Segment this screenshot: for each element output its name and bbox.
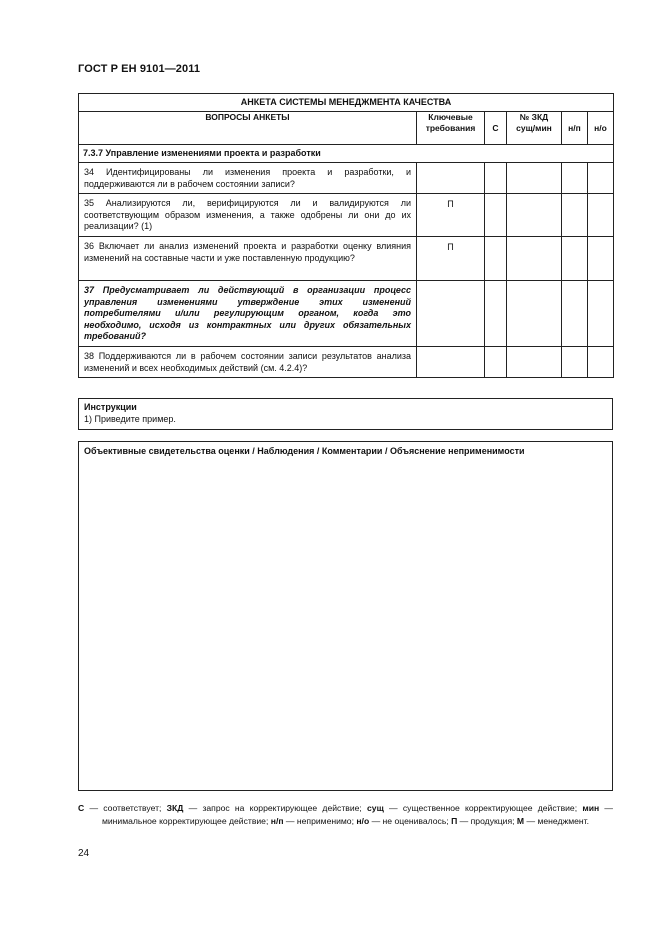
- no-cell[interactable]: [588, 281, 614, 347]
- legend-definition: — минимальное корректирующее действие;: [101, 803, 614, 826]
- key-requirement: [417, 347, 485, 378]
- col-key-requirements: [417, 112, 485, 145]
- zkd-cell[interactable]: [507, 281, 562, 347]
- np-cell[interactable]: [562, 237, 588, 281]
- key-requirement: [417, 163, 485, 194]
- col-zkd-line2: сущ/мин: [516, 123, 552, 133]
- question-text: 34 Идентифицированы ли изменения проекта и разработки, и поддерживаются ли в рабочем состоянии записи?: [79, 163, 417, 194]
- questionnaire-title: АНКЕТА СИСТЕМЫ МЕНЕДЖМЕНТА КАЧЕСТВА: [79, 94, 614, 112]
- col-key-line1: Ключевые: [428, 112, 473, 122]
- questionnaire-table: [78, 93, 614, 378]
- instructions-box: [78, 398, 613, 430]
- legend-definition: — соответствует;: [84, 803, 167, 813]
- col-zkd: [507, 112, 562, 145]
- zkd-cell[interactable]: [507, 163, 562, 194]
- no-cell[interactable]: [588, 163, 614, 194]
- c-cell[interactable]: [485, 237, 507, 281]
- table-row: [79, 347, 614, 378]
- zkd-cell[interactable]: [507, 237, 562, 281]
- col-np: н/п: [562, 112, 588, 145]
- question-text: 35 Анализируются ли, верифицируются ли и валидируются ли соответствующим образом изменения, а также одобрены ли они до их реализации? (1): [79, 194, 417, 237]
- no-cell[interactable]: [588, 347, 614, 378]
- legend-term: н/п: [270, 815, 284, 826]
- c-cell[interactable]: [485, 163, 507, 194]
- key-requirement: [417, 281, 485, 347]
- legend: [78, 802, 613, 827]
- col-zkd-line1: № ЗКД: [519, 112, 549, 122]
- key-requirement: П: [417, 194, 485, 237]
- np-cell[interactable]: [562, 194, 588, 237]
- legend-definition: — существенное корректирующее действие;: [383, 803, 583, 813]
- instructions-title: Инструкции: [84, 402, 137, 412]
- legend-term: ЗКД: [166, 803, 184, 813]
- legend-term: М: [516, 815, 525, 826]
- zkd-cell[interactable]: [507, 194, 562, 237]
- table-row: [79, 194, 614, 237]
- evidence-box[interactable]: [78, 441, 613, 791]
- column-header-row: [79, 112, 614, 145]
- zkd-cell[interactable]: [507, 347, 562, 378]
- legend-definition: — запрос на корректирующее действие;: [183, 803, 368, 813]
- no-cell[interactable]: [588, 194, 614, 237]
- legend-term: сущ: [367, 803, 384, 813]
- c-cell[interactable]: [485, 281, 507, 347]
- key-requirement: П: [417, 237, 485, 281]
- question-text: 38 Поддерживаются ли в рабочем состоянии записи результатов анализа изменений и всех необходимых действий (см. 4.2.4)?: [79, 347, 417, 378]
- col-no: н/о: [588, 112, 614, 145]
- legend-term: мин: [582, 803, 600, 813]
- question-text: 37 Предусматривает ли действующий в организации процесс управления изменениями утверждение этих изменений потребителями и/или регулирующим органом, когда это необходимо, исходя из контрактных или других обязательных требований?: [79, 281, 417, 347]
- col-c: С: [485, 112, 507, 145]
- document-header: ГОСТ Р ЕН 9101—2011: [78, 63, 201, 75]
- table-row: [79, 237, 614, 281]
- legend-definition: — менеджмент.: [524, 815, 590, 826]
- col-key-line2: требования: [425, 123, 476, 133]
- page-number: 24: [78, 848, 90, 859]
- table-row: [79, 281, 614, 347]
- instruction-item: 1) Приведите пример.: [84, 413, 176, 424]
- np-cell[interactable]: [562, 281, 588, 347]
- np-cell[interactable]: [562, 347, 588, 378]
- legend-term: н/о: [356, 815, 370, 826]
- legend-term: П: [451, 815, 458, 826]
- c-cell[interactable]: [485, 194, 507, 237]
- np-cell[interactable]: [562, 163, 588, 194]
- legend-term: С: [78, 803, 85, 813]
- legend-definition: — неприменимо;: [283, 815, 357, 826]
- no-cell[interactable]: [588, 237, 614, 281]
- legend-definition: — продукция;: [457, 815, 517, 826]
- c-cell[interactable]: [485, 347, 507, 378]
- table-row: [79, 163, 614, 194]
- section-heading: 7.3.7 Управление изменениями проекта и разработки: [79, 145, 614, 163]
- col-questions: ВОПРОСЫ АНКЕТЫ: [79, 112, 417, 145]
- question-text: 36 Включает ли анализ изменений проекта и разработки оценку влияния изменений на составные части и уже поставленную продукцию?: [79, 237, 417, 281]
- evidence-title: Объективные свидетельства оценки / Наблюдения / Комментарии / Объяснение неприменимости: [84, 446, 525, 456]
- legend-definition: — не оценивалось;: [369, 815, 452, 826]
